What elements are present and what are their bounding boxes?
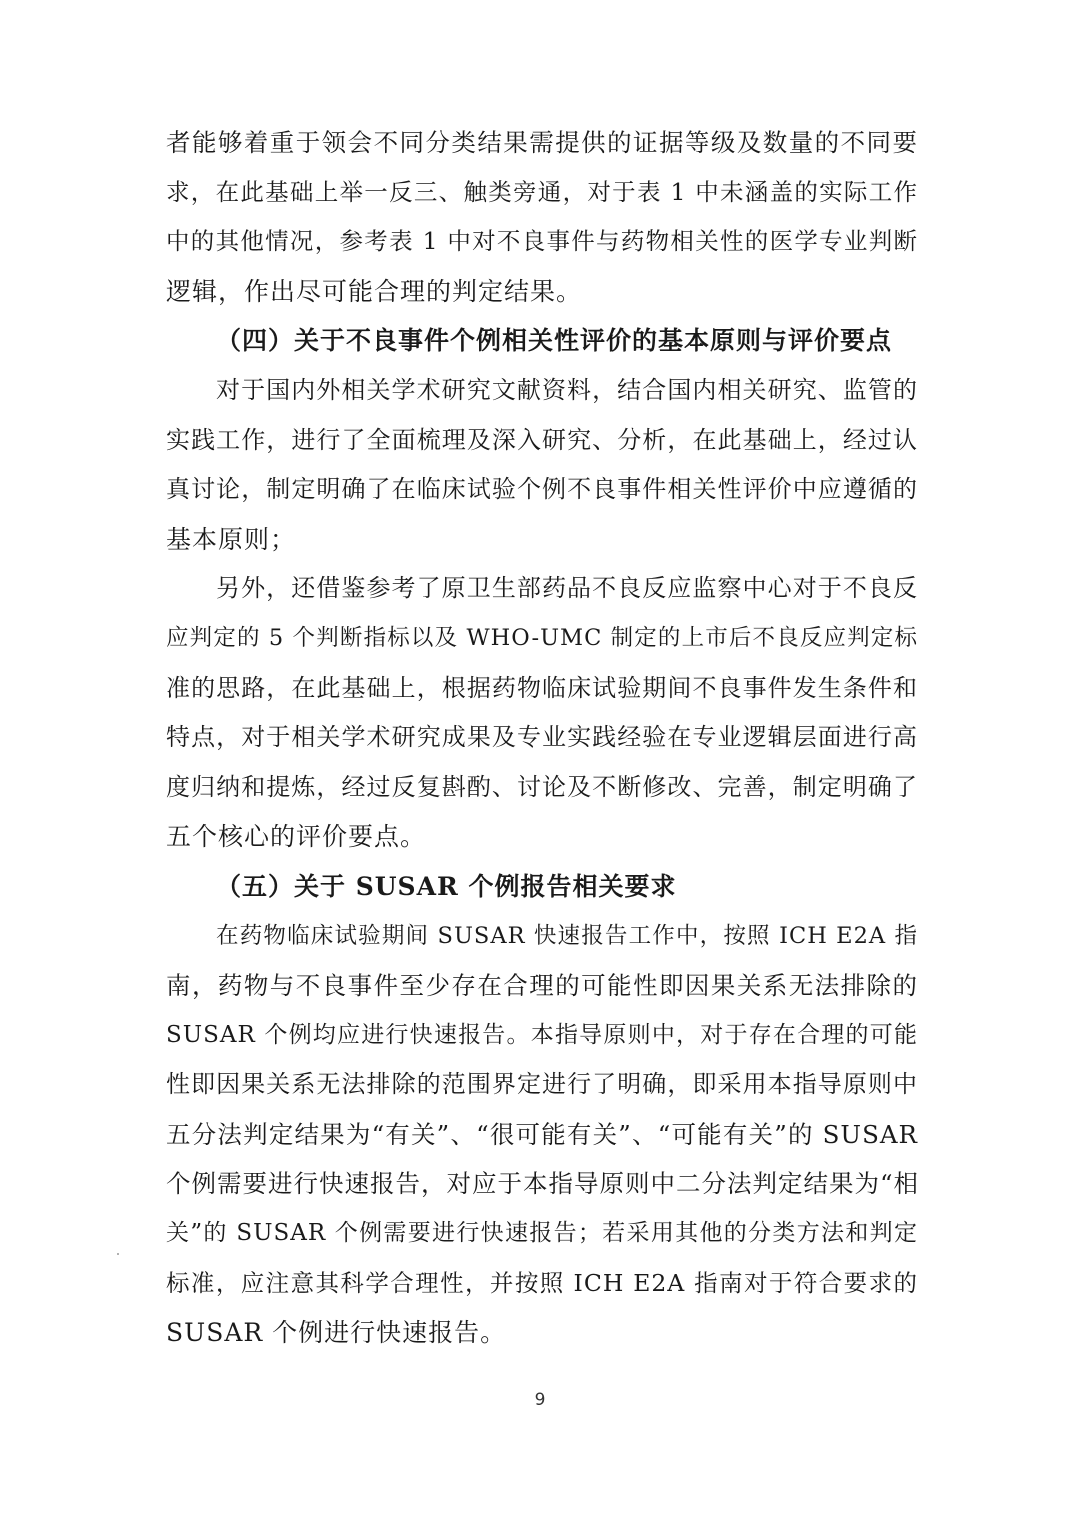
page-number: 9 [534, 1390, 546, 1410]
paragraph-line: 特点，对于相关学术研究成果及专业实践经验在专业逻辑层面进行高 [166, 723, 918, 752]
paragraph-line: 逻辑，作出尽可能合理的判定结果。 [166, 276, 583, 306]
paragraph-line: 在药物临床试验期间 SUSAR 快速报告工作中，按照 ICH E2A 指 [216, 922, 918, 949]
paragraph-line: 南，药物与不良事件至少存在合理的可能性即因果关系无法排除的 [166, 971, 918, 1001]
paragraph-line: SUSAR 个例均应进行快速报告。本指导原则中，对于存在合理的可能 [166, 1021, 918, 1048]
section-heading-4: （四）关于不良事件个例相关性评价的基本原则与评价要点 [216, 326, 893, 356]
paragraph-line: 另外，还借鉴参考了原卫生部药品不良反应监察中心对于不良反 [216, 574, 918, 603]
paragraph-line: 度归纳和提炼，经过反复斟酌、讨论及不断修改、完善，制定明确了 [166, 772, 918, 801]
paragraph-line: 真讨论，制定明确了在临床试验个例不良事件相关性评价中应遵循的 [166, 475, 918, 504]
paragraph-line: 中的其他情况，参考表 1 中对不良事件与药物相关性的医学专业判断 [166, 227, 918, 256]
paragraph-line: 五个核心的评价要点。 [166, 822, 427, 852]
paragraph-line: SUSAR 个例进行快速报告。 [166, 1318, 507, 1348]
paragraph-line: 应判定的 5 个判断指标以及 WHO-UMC 制定的上市后不良反应判定标 [166, 624, 918, 651]
paragraph-line: 五分法判定结果为“有关”、“很可能有关”、“可能有关”的 SUSAR [166, 1119, 918, 1149]
scan-speck [117, 1253, 119, 1255]
paragraph-line: 关”的 SUSAR 个例需要进行快速报告；若采用其他的分类方法和判定 [166, 1220, 918, 1247]
paragraph-line: 性即因果关系无法排除的范围界定进行了明确，即采用本指导原则中 [166, 1070, 918, 1099]
paragraph-line: 者能够着重于领会不同分类结果需提供的证据等级及数量的不同要 [166, 128, 918, 157]
section-heading-5: （五）关于 SUSAR 个例报告相关要求 [216, 871, 677, 901]
body-text [166, 118, 918, 1358]
paragraph-line: 个例需要进行快速报告，对应于本指导原则中二分法判定结果为“相 [166, 1169, 920, 1199]
paragraph-line: 标准，应注意其科学合理性，并按照 ICH E2A 指南对于符合要求的 [166, 1268, 918, 1297]
paragraph-line: 求，在此基础上举一反三、触类旁通，对于表 1 中未涵盖的实际工作 [166, 177, 918, 206]
paragraph-line: 实践工作，进行了全面梳理及深入研究、分析，在此基础上，经过认 [166, 425, 918, 454]
paragraph-line: 准的思路，在此基础上，根据药物临床试验期间不良事件发生条件和 [166, 673, 918, 702]
paragraph-line: 对于国内外相关学术研究文献资料，结合国内相关研究、监管的 [216, 375, 918, 404]
paragraph-line: 基本原则； [166, 524, 297, 554]
